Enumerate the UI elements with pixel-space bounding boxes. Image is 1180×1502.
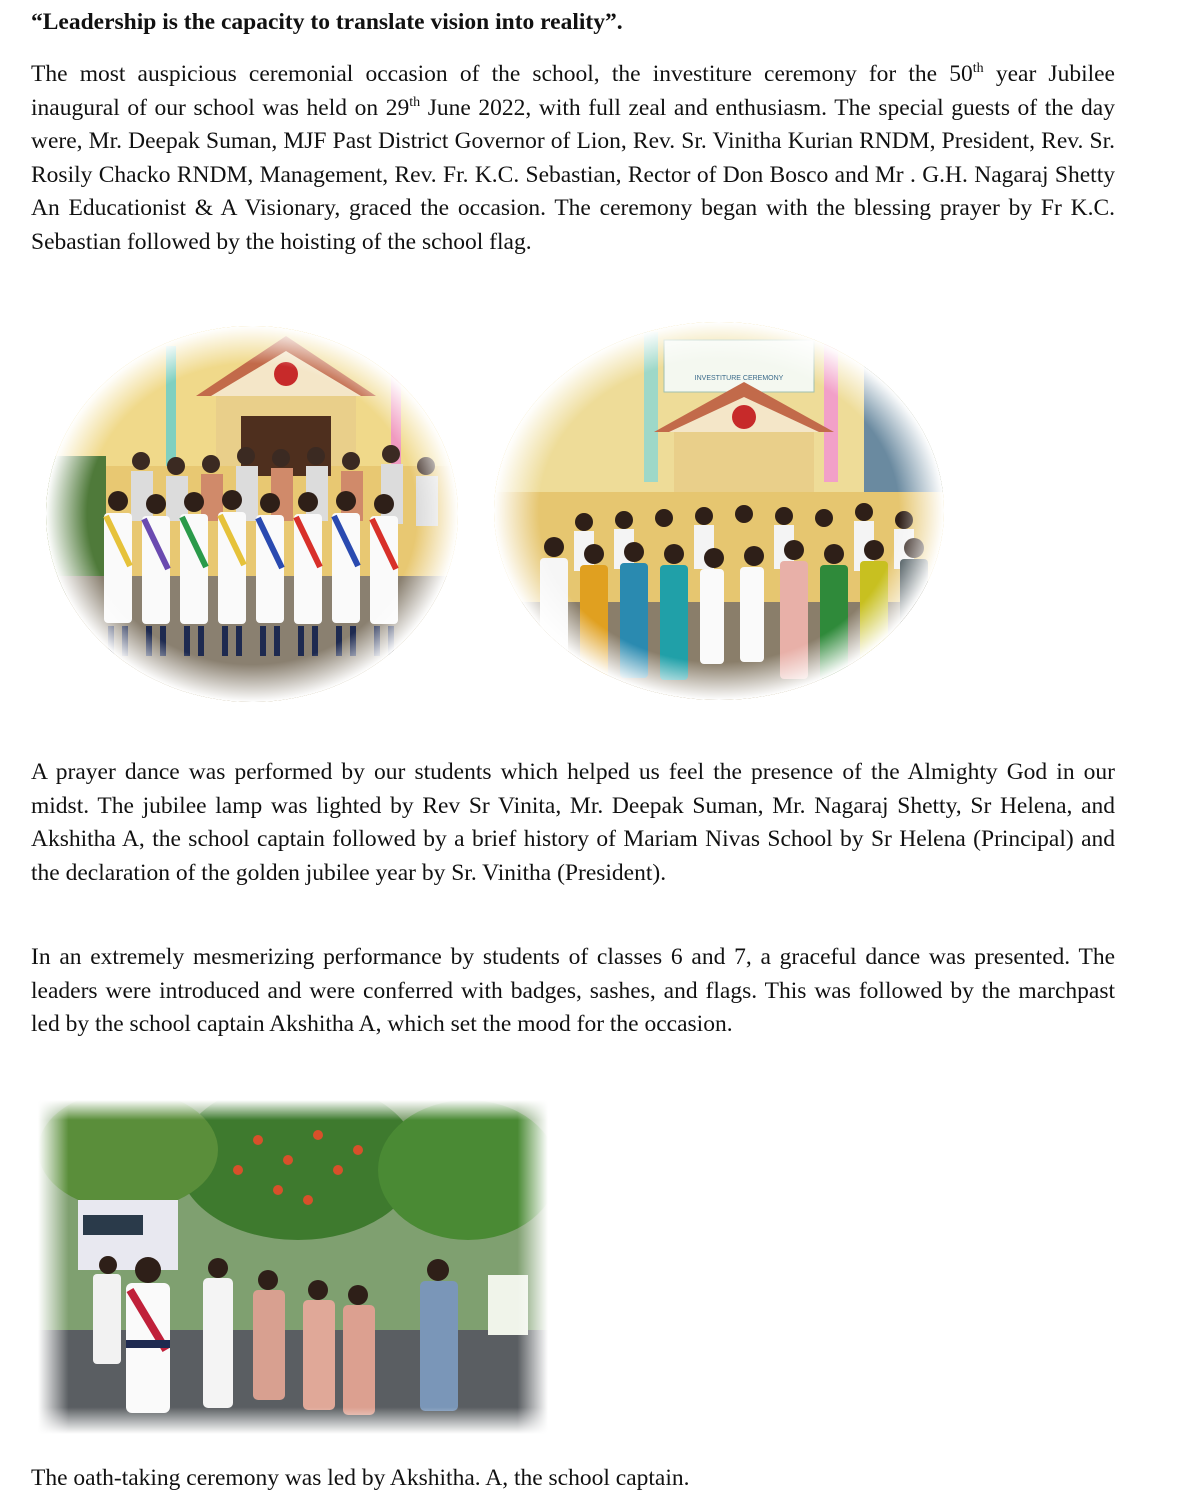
ordinal-suffix: th xyxy=(409,94,421,110)
oath-taking-paragraph: The oath-taking ceremony was led by Akshitha. A, the school captain. xyxy=(31,1465,690,1491)
prayer-dance-paragraph: A prayer dance was performed by our students which helped us feel the presence of the Almighty God in our midst. The jubilee lamp was lighted by Rev Sr Vinita, Mr. Deepak Suman, Mr. Nagaraj Shetty, Sr Helena, and Akshitha A, the school captain followed by a brief history of Mariam Nivas School by Sr Helena (Principal) and the declaration of the golden jubilee year by Sr. Vinitha (President). xyxy=(31,759,1115,886)
para1-text-b: year Jubilee inaugural of our school was held on 29 xyxy=(31,61,1115,121)
para1-text-c: June 2022, with full zeal and enthusiasm. The special guests of the day were, Mr. Deepak Suman, MJF Past District Governor of Lion, Rev. Sr. Vinitha Kurian RNDM, President, Rev. Sr. Rosily Chacko RNDM, Management, Rev. Fr. K.C. Sebastian, Rector of Don Bosco and Mr . G.H. Nagaraj Shetty An Educationist & A Visionary, graced the occasion. The ceremony began with the blessing prayer by Fr K.C. Sebastian followed by the hoisting of the school flag. xyxy=(31,94,1115,255)
para1-text-a: The most auspicious ceremonial occasion of the school, the investiture ceremony for the 50 xyxy=(31,61,973,87)
group-photo-teachers xyxy=(494,322,944,700)
marchpast-photo xyxy=(38,1100,548,1434)
intro-paragraph xyxy=(31,58,1115,259)
dance-performance-paragraph: In an extremely mesmerizing performance by students of classes 6 and 7, a graceful dance was presented. The leaders were introduced and were conferred with badges, sashes, and flags. This was followed by the marchpast led by the school captain Akshitha A, which set the mood for the occasion. xyxy=(31,944,1115,1037)
quote-heading: “Leadership is the capacity to translate vision into reality”. xyxy=(31,9,623,35)
ordinal-suffix: th xyxy=(972,61,984,77)
group-photo-students xyxy=(46,326,458,702)
